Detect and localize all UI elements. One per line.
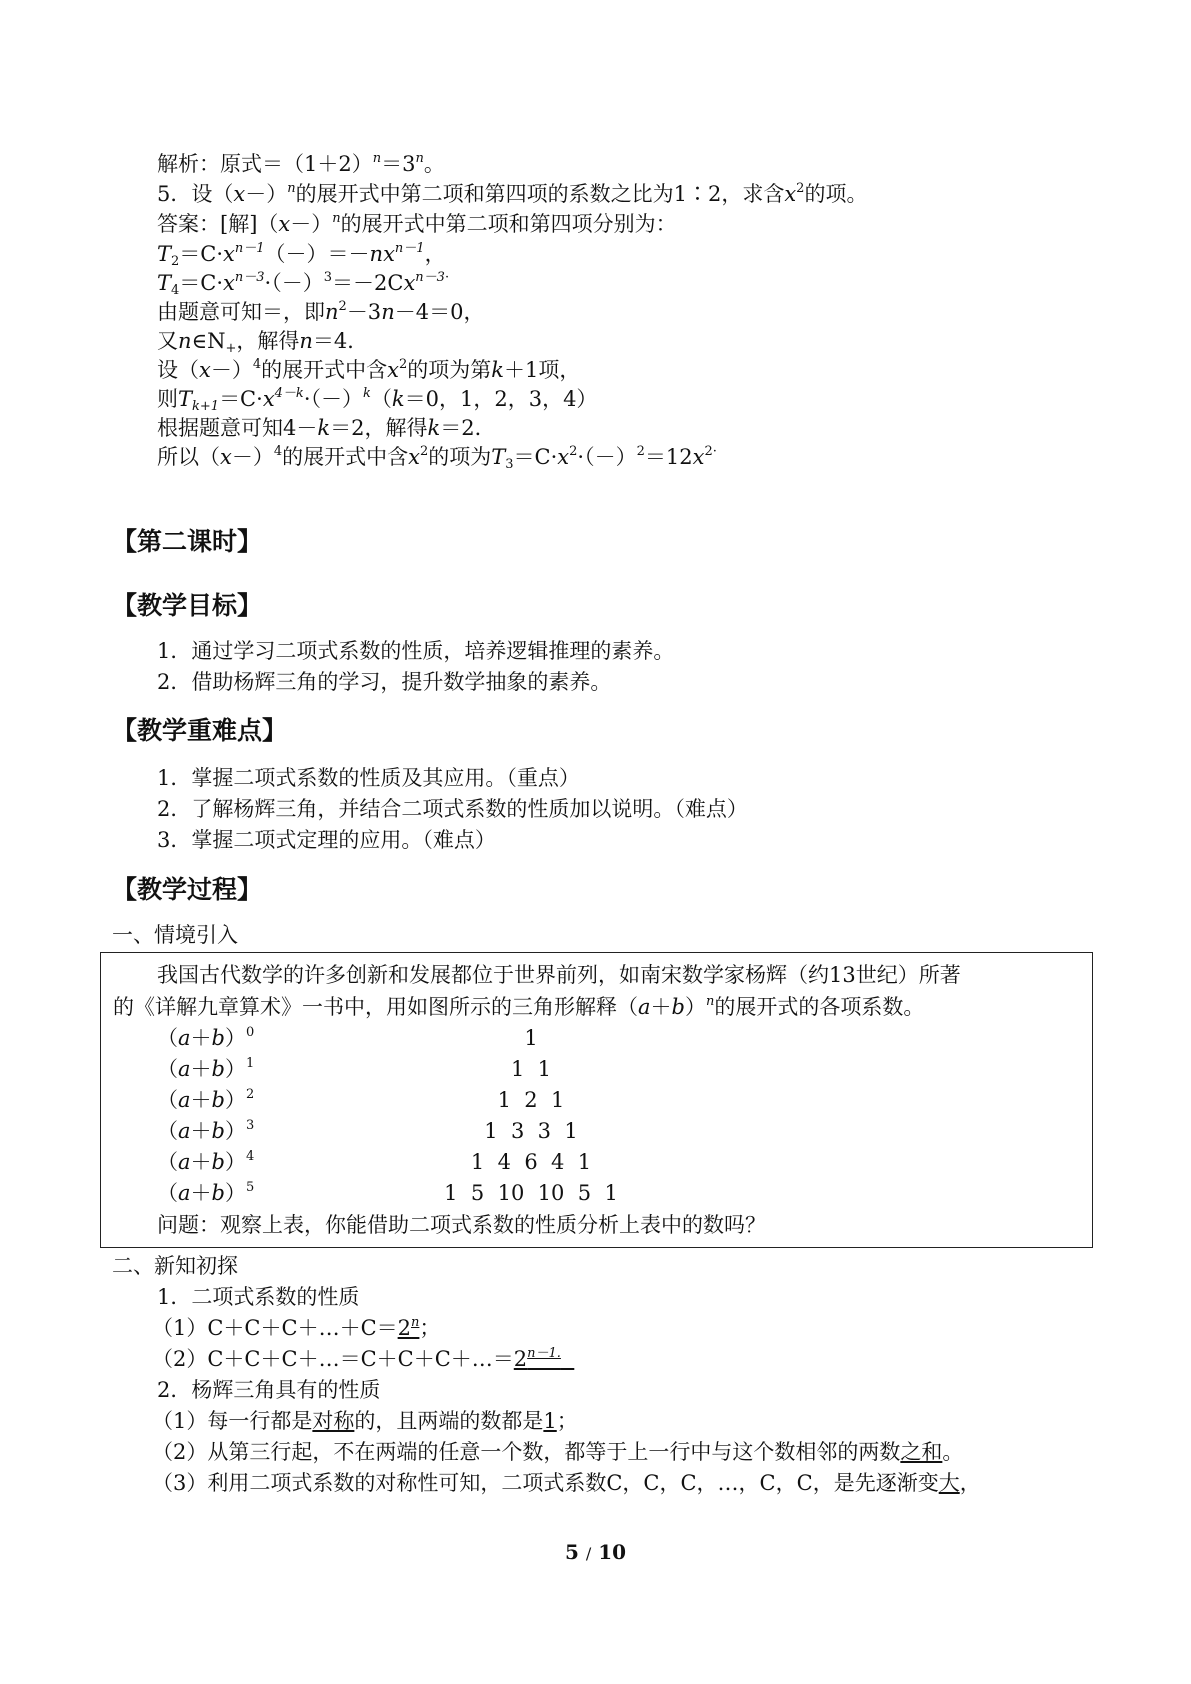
text: －） (245, 182, 288, 206)
text: （2）从第三行起，不在两端的任意一个数，都等于上一行中与这个数相邻的两数 (152, 1440, 901, 1464)
text: ＋ (650, 995, 672, 1019)
exp: 5 (245, 1180, 255, 1195)
text: · (444, 270, 450, 285)
text: 的项。 (804, 182, 868, 206)
goal-item: 2．借助杨辉三角的学习，提升数学抽象的素养。 (157, 670, 612, 694)
point-1: 1．二项式系数的性质 (157, 1285, 360, 1309)
sub: 4 (171, 283, 180, 298)
text: 2 (513, 1347, 528, 1371)
text: 由题意可知＝，即 (157, 300, 325, 324)
var-x: x (262, 387, 275, 411)
var-T: T (178, 387, 193, 411)
var-k: k (317, 416, 331, 440)
text: （－）＝－ (264, 242, 370, 266)
page-number (0, 1540, 1191, 1564)
exp: 0 (245, 1025, 255, 1040)
key-item: 3．掌握二项式定理的应用。（难点） (157, 828, 496, 852)
exp: 4－k (274, 386, 304, 401)
exp: n－3 (415, 270, 445, 285)
exp-n: n (332, 211, 341, 226)
exp: n－3 (234, 270, 265, 285)
var-x: x (278, 212, 291, 236)
text: （ (157, 1088, 178, 1112)
exp: n－1 (234, 241, 265, 256)
var-T: T (491, 445, 506, 469)
text: 答案：[解]（ (157, 212, 279, 236)
triangle-row-expr (157, 1179, 254, 1207)
text: 。 (942, 1440, 964, 1464)
formula-2 (152, 1345, 574, 1373)
triangle-numbers: 1 5 10 10 5 1 (444, 1181, 618, 1205)
triangle-numbers: 1 4 6 4 1 (470, 1150, 592, 1174)
text: ＝2，解得 (330, 416, 428, 440)
answer-blank: 大 (938, 1471, 960, 1495)
exp: 2 (245, 1087, 255, 1102)
var-n: n (325, 300, 339, 324)
text: 2 (397, 1316, 412, 1340)
text: 的展开式中第二项和第四项的系数之比为1∶2，求含 (295, 182, 785, 206)
var-x: x (223, 271, 235, 295)
text: 又 (157, 329, 178, 353)
exp: n－1 (394, 241, 425, 256)
text: ＝C· (179, 271, 224, 295)
text: 根据题意可知4－ (157, 416, 318, 440)
triangle-row-expr (157, 1086, 254, 1114)
text: ＝3 (381, 152, 416, 176)
text: ＝C· (179, 242, 224, 266)
text: ＋ (190, 1150, 212, 1174)
var-a: a (178, 1181, 191, 1205)
exp-n: n (411, 1315, 420, 1330)
point-2: 2．杨辉三角具有的性质 (157, 1378, 381, 1402)
text: ＋ (190, 1181, 212, 1205)
exp-n: n (415, 151, 424, 166)
var-k: k (391, 387, 405, 411)
box-question: 问题：观察上表，你能借助二项式系数的性质分析上表中的数吗？ (157, 1213, 766, 1237)
exp-n: n (287, 181, 296, 196)
text: 的展开式中含 (282, 445, 409, 469)
var-x: x (233, 182, 246, 206)
triangle-numbers: 1 3 3 1 (484, 1119, 578, 1143)
var-n: n (381, 300, 395, 324)
var-k: k (427, 416, 441, 440)
text: 的《详解九章算术》一书中，用如图所示的三角形解释（ (113, 995, 638, 1019)
sub: k+1 (192, 399, 220, 414)
text: ·（－） (303, 387, 363, 411)
text: （ (157, 1150, 178, 1174)
text: ＋ (190, 1026, 212, 1050)
triangle-row-expr (157, 1055, 254, 1083)
exp: 1 (245, 1056, 255, 1071)
exp: 4 (245, 1149, 255, 1164)
triangle-row-expr (157, 1148, 254, 1176)
answer-blank (514, 1347, 575, 1371)
text: －） (290, 212, 333, 236)
answer-blank (398, 1316, 420, 1340)
triangle-numbers: 1 2 1 (497, 1088, 565, 1112)
text: ＝C· (219, 387, 263, 411)
separator: / (585, 1544, 592, 1563)
property-2 (152, 1438, 963, 1466)
exp-2: 2 (338, 299, 347, 314)
text: 。 (423, 152, 445, 176)
text: 解析：原式＝（1＋2） (157, 152, 373, 176)
text: （ (157, 1057, 178, 1081)
analysis-line (157, 150, 445, 178)
var-T: T (157, 242, 172, 266)
var-n: n (369, 242, 384, 266)
text: ） (224, 1119, 246, 1143)
solve-n-line (157, 327, 368, 355)
text: ） (224, 1181, 246, 1205)
condition-line (157, 298, 484, 326)
text: （1）C＋C＋C＋…＋C＝ (152, 1316, 398, 1340)
goal-item: 1．通过学习二项式系数的性质，培养逻辑推理的素养。 (157, 639, 675, 663)
var-x: x (403, 271, 416, 295)
exp-2: 2 (569, 444, 578, 459)
var-x: x (557, 445, 570, 469)
total-pages: 10 (598, 1540, 627, 1564)
text: ） (684, 995, 706, 1019)
text: ＝2． (440, 416, 496, 440)
exp-2: 2 (398, 357, 408, 372)
var-x: x (383, 242, 395, 266)
answer-blank: 1 (543, 1409, 557, 1433)
section-new-knowledge: 二、新知初探 (112, 1254, 238, 1278)
property-3 (152, 1469, 981, 1497)
heading-keys: 【教学重难点】 (112, 716, 288, 745)
text: ， (424, 242, 446, 266)
triangle-row-expr (157, 1117, 254, 1145)
text: ； (419, 1316, 441, 1340)
var-a: a (178, 1088, 191, 1112)
box-line-1: 我国古代数学的许多创新和发展都位于世界前列，如南宋数学家杨辉（约13世纪）所著 (157, 963, 961, 987)
exp-n: n (705, 994, 715, 1009)
text: ＋ (190, 1088, 212, 1112)
text: 设（ (157, 358, 199, 382)
exp-2: 2 (796, 181, 805, 196)
text: （3）利用二项式系数的对称性可知，二项式系数C，C，C，…，C，C，是先逐渐变 (152, 1471, 939, 1495)
text: ＝4． (312, 329, 369, 353)
scenario-box (100, 952, 1093, 1248)
question-5 (157, 180, 867, 208)
text: 的展开式中含 (261, 358, 388, 382)
set-term-line (157, 356, 580, 384)
text: ＋ (190, 1119, 212, 1143)
var-b: b (211, 1181, 225, 1205)
text: ； (556, 1409, 578, 1433)
text: ） (224, 1150, 246, 1174)
text: ·（－） (264, 271, 324, 295)
sub: 3 (505, 457, 514, 472)
var-b: b (211, 1119, 225, 1143)
var-a: a (178, 1057, 191, 1081)
text: 的项为 (428, 445, 492, 469)
text: （1）每一行都是 (152, 1409, 313, 1433)
text: 的项为第 (407, 358, 492, 382)
text: 5．设（ (157, 182, 234, 206)
text: ＝12 (644, 445, 693, 469)
t2-line (157, 240, 446, 268)
formula-1 (152, 1314, 440, 1342)
var-x: x (220, 445, 232, 469)
text: · (712, 444, 717, 459)
var-b: b (211, 1026, 225, 1050)
text: ·（－） (577, 445, 637, 469)
exp-4: 4 (252, 357, 262, 372)
section-intro: 一、情境引入 (112, 923, 238, 947)
triangle-numbers: 1 (524, 1026, 538, 1050)
triangle-row-expr (157, 1024, 254, 1052)
t4-line (157, 269, 449, 297)
sub: + (225, 341, 237, 356)
var-a: a (178, 1119, 191, 1143)
text: （2）C＋C＋C＋…＝C＋C＋C＋…＝ (152, 1347, 514, 1371)
text: ） (224, 1057, 246, 1081)
var-n: n (299, 329, 313, 353)
var-b: b (211, 1088, 225, 1112)
conclusion-line (157, 443, 717, 471)
exp: n－1. (527, 1346, 561, 1361)
text: ＝－2C (332, 271, 404, 295)
text: 则 (157, 387, 178, 411)
var-T: T (157, 271, 172, 295)
var-b: b (671, 995, 685, 1019)
text: ＝0，1，2，3，4） (404, 387, 598, 411)
general-term-line (157, 385, 597, 413)
current-page: 5 (564, 1540, 579, 1564)
var-x: x (784, 182, 797, 206)
heading-goals: 【教学目标】 (112, 591, 263, 620)
text: （ (157, 1119, 178, 1143)
exp-k: k (363, 386, 371, 401)
exp-3: 3 (323, 270, 333, 285)
text: （ (370, 387, 392, 411)
text: ∈N (191, 329, 226, 353)
heading-process: 【教学过程】 (112, 875, 263, 904)
text: 的展开式中第二项和第四项分别为： (340, 212, 677, 236)
exp-n: n (372, 151, 382, 166)
text: 所以（ (157, 445, 220, 469)
heading-lesson: 【第二课时】 (112, 527, 263, 556)
property-1 (152, 1407, 578, 1435)
var-x: x (223, 242, 235, 266)
text: ＋ (190, 1057, 212, 1081)
text: 的，且两端的数都是 (354, 1409, 544, 1433)
accord-line (157, 414, 496, 442)
text: ， (959, 1471, 981, 1495)
text: 的展开式的各项系数。 (714, 995, 925, 1019)
box-line-2 (113, 993, 924, 1021)
var-x: x (692, 445, 705, 469)
var-a: a (178, 1026, 191, 1050)
answer-blank: 之和 (900, 1440, 943, 1464)
key-item: 1．掌握二项式系数的性质及其应用。（重点） (157, 766, 580, 790)
sub: 2 (171, 254, 180, 269)
var-x: x (408, 445, 420, 469)
text: ） (224, 1026, 246, 1050)
text: （ (157, 1026, 178, 1050)
var-a: a (178, 1150, 191, 1174)
var-b: b (211, 1057, 225, 1081)
triangle-numbers: 1 1 (510, 1057, 552, 1081)
text: －3 (346, 300, 382, 324)
text: －4＝0， (394, 300, 485, 324)
exp-2: 2 (636, 444, 645, 459)
var-n: n (178, 329, 192, 353)
text: －） (231, 445, 274, 469)
text: ） (224, 1088, 246, 1112)
text: ，解得 (236, 329, 300, 353)
answer-blank: 对称 (312, 1409, 355, 1433)
key-item: 2．了解杨辉三角，并结合二项式系数的性质加以说明。（难点） (157, 797, 748, 821)
var-k: k (491, 358, 504, 382)
text: ＝C· (513, 445, 558, 469)
var-b: b (211, 1150, 225, 1174)
text: （ (157, 1181, 178, 1205)
exp-4: 4 (273, 444, 283, 459)
var-a: a (638, 995, 651, 1019)
text: ＋1项， (503, 358, 581, 382)
answer-line (157, 210, 677, 238)
var-x: x (199, 358, 211, 382)
var-x: x (387, 358, 399, 382)
exp: 3 (245, 1118, 255, 1133)
text: －） (210, 358, 253, 382)
exp-2: 2 (704, 444, 713, 459)
exp-2: 2 (419, 444, 429, 459)
